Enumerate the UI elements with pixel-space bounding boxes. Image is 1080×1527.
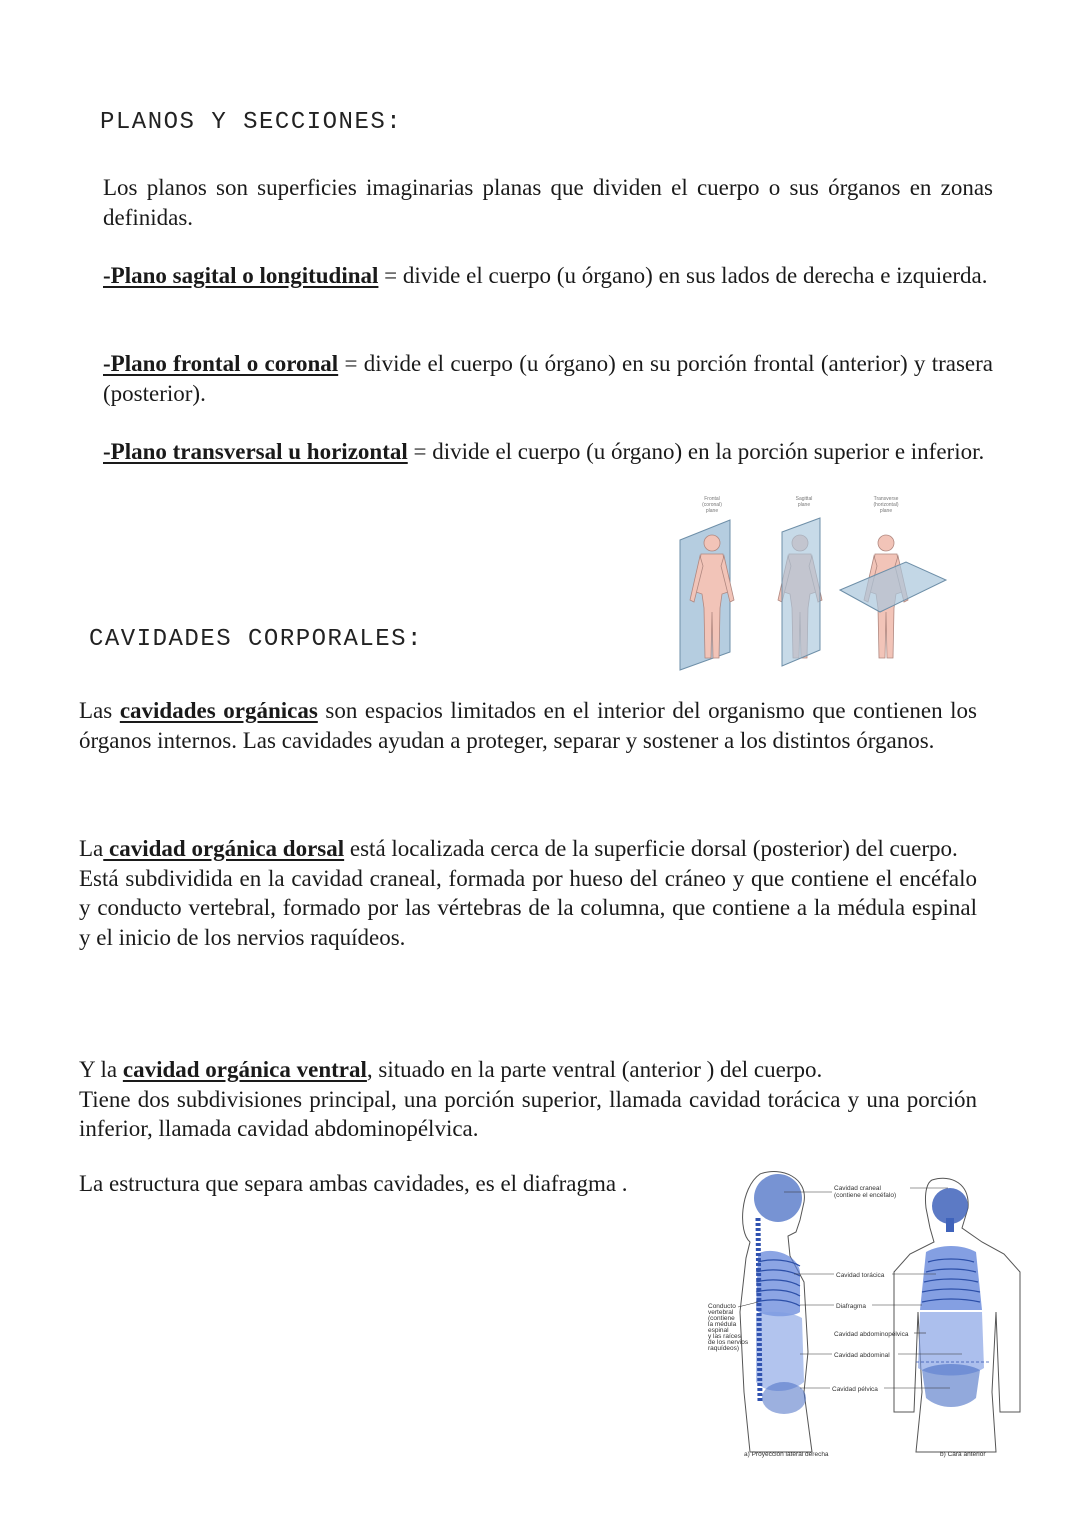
svg-text:Conducto: Conducto xyxy=(708,1303,736,1310)
plano-transversal-term: -Plano transversal u horizontal xyxy=(103,439,408,464)
p2-after: está localizada cerca de la superficie dorsal (posterior) del cuerpo. xyxy=(344,836,958,861)
lateral-view-figure xyxy=(740,1172,812,1452)
cavidad-dorsal-line1 xyxy=(79,834,977,864)
cavidad-dorsal-paragraph xyxy=(79,834,977,952)
svg-text:(contiene el encéfalo): (contiene el encéfalo) xyxy=(834,1192,897,1199)
cavidad-toracica-label xyxy=(794,1272,936,1279)
body-cavities-figure xyxy=(700,1162,1035,1462)
svg-text:vertebral: vertebral xyxy=(708,1309,734,1316)
section-heading-planos: PLANOS Y SECCIONES: xyxy=(100,109,403,136)
anterior-view-figure xyxy=(894,1178,1020,1452)
plano-sagital-text: = divide el cuerpo (u órgano) en sus lados de derecha e izquierda. xyxy=(378,263,988,288)
svg-text:de los nervios: de los nervios xyxy=(708,1339,749,1346)
plano-transversal xyxy=(103,437,993,467)
cavidades-organicas-paragraph xyxy=(79,696,977,755)
svg-text:la médula: la médula xyxy=(708,1321,737,1328)
plano-frontal-text: = divide el cuerpo (u órgano) en su porción frontal (anterior) y trasera (posterior). xyxy=(103,351,993,406)
section-heading-cavidades: CAVIDADES CORPORALES: xyxy=(89,626,423,653)
svg-text:Cavidad abdominopélvica: Cavidad abdominopélvica xyxy=(834,1331,909,1338)
cavidad-dorsal-term: cavidad orgánica dorsal xyxy=(103,836,345,861)
conducto-vertebral-label xyxy=(708,1302,758,1352)
sagittal-plane-caption xyxy=(796,496,813,508)
transverse-plane-caption xyxy=(873,496,898,514)
frontal-plane-figure xyxy=(680,520,734,670)
svg-text:Diafragma: Diafragma xyxy=(836,1303,866,1310)
svg-text:Transverse: Transverse xyxy=(873,496,899,502)
svg-text:Sagittal: Sagittal xyxy=(795,496,813,502)
p3-after: , situado en la parte ventral (anterior ) del cuerpo. xyxy=(366,1057,823,1082)
plano-sagital xyxy=(103,261,993,291)
figure-caption-a: a) Proyección lateral derecha xyxy=(744,1451,829,1458)
svg-text:Cavidad abdominal: Cavidad abdominal xyxy=(834,1352,890,1359)
cavidad-ventral-line2: Tiene dos subdivisiones principal, una porción superior, llamada cavidad torácica y una porción inferior, llamada cavidad abdominopélvica. xyxy=(79,1086,977,1141)
svg-text:Cavidad craneal: Cavidad craneal xyxy=(834,1185,881,1192)
frontal-plane-caption xyxy=(702,496,722,514)
sagittal-plane-figure xyxy=(778,518,822,666)
svg-text:plane: plane xyxy=(797,502,811,508)
body-planes-figure xyxy=(670,490,960,675)
svg-text:raquídeos): raquídeos) xyxy=(708,1345,740,1352)
plano-frontal-term: -Plano frontal o coronal xyxy=(103,351,339,376)
svg-text:(horizontal): (horizontal) xyxy=(873,502,899,508)
svg-text:Frontal: Frontal xyxy=(704,496,720,502)
cavidad-dorsal-line2: Está subdividida en la cavidad craneal, formada por hueso del cráneo y que contiene el encéfalo y conducto vertebral, formado por las vértebras de la columna, que contiene a la médula espinal y el inicio de los nervios raquídeos. xyxy=(79,865,977,950)
cavidad-ventral-paragraph xyxy=(79,1055,977,1144)
svg-text:plane: plane xyxy=(705,508,719,514)
transverse-plane-figure xyxy=(840,535,946,658)
svg-text:Cavidad torácica: Cavidad torácica xyxy=(836,1272,885,1279)
p1-after: son espacios limitados en el interior del organismo que contienen los órganos internos. Las cavidades ayudan a proteger, separar y sostener a los distintos órganos. xyxy=(79,698,978,753)
cavidad-abdominopelvica-label xyxy=(834,1331,926,1338)
svg-text:y las raíces: y las raíces xyxy=(708,1333,741,1340)
plano-sagital-term: -Plano sagital o longitudinal xyxy=(103,263,379,288)
plano-transversal-text: = divide el cuerpo (u órgano) en la porción superior e inferior. xyxy=(407,439,985,464)
cavidad-ventral-line1 xyxy=(79,1055,977,1085)
cavidades-organicas-term: cavidades orgánicas xyxy=(119,698,318,723)
plano-frontal xyxy=(103,349,993,408)
p1-before: Las xyxy=(79,698,120,723)
svg-text:espinal: espinal xyxy=(708,1327,729,1334)
p3-before: Y la xyxy=(79,1057,123,1082)
svg-text:plane: plane xyxy=(879,508,893,514)
diafragma-sentence: La estructura que separa ambas cavidades, es el diafragma . xyxy=(79,1171,628,1196)
svg-text:Cavidad pélvica: Cavidad pélvica xyxy=(832,1386,878,1393)
cavidad-craneal-label xyxy=(784,1185,948,1199)
cavidad-ventral-term: cavidad orgánica ventral xyxy=(122,1057,367,1082)
diafragma-label xyxy=(800,1303,922,1310)
planos-intro: Los planos son superficies imaginarias planas que dividen el cuerpo o sus órganos en zonas definidas. xyxy=(103,175,993,230)
svg-text:(coronal): (coronal) xyxy=(702,502,722,508)
figure-caption-b: b) Cara anterior xyxy=(940,1451,986,1458)
p2-before: La xyxy=(79,836,104,861)
svg-text:(contiene: (contiene xyxy=(708,1315,735,1322)
